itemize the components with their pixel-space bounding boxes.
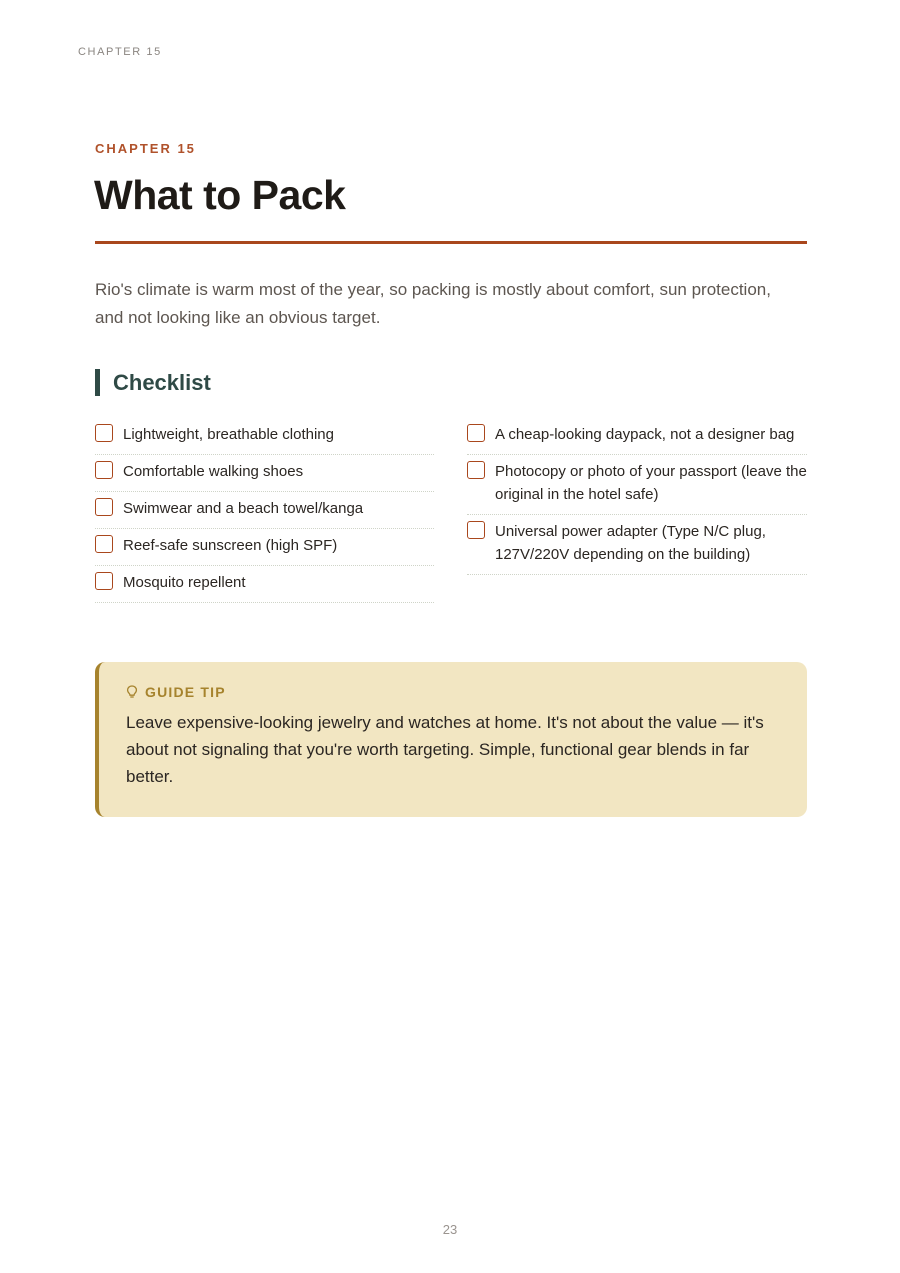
lightbulb-icon: [126, 685, 138, 699]
guide-tip-label: GUIDE TIP: [145, 684, 226, 700]
checklist-item-label: Universal power adapter (Type N/C plug, 127V/220V depending on the building): [495, 523, 766, 563]
checklist-item-label: Mosquito repellent: [123, 574, 246, 591]
checklist-item[interactable]: [95, 492, 434, 529]
page-title: What to Pack: [94, 172, 346, 218]
checklist-item[interactable]: [95, 566, 434, 603]
checklist-item-label: Reef-safe sunscreen (high SPF): [123, 537, 338, 554]
checklist-item[interactable]: [95, 418, 434, 455]
checklist-right-column: [467, 418, 807, 603]
intro-paragraph: Rio's climate is warm most of the year, so packing is mostly about comfort, sun protection, and not looking like an obvious target.: [95, 280, 771, 327]
checkbox[interactable]: [95, 461, 113, 479]
checkbox[interactable]: [95, 424, 113, 442]
checkbox[interactable]: [467, 424, 485, 442]
checkbox[interactable]: [95, 572, 113, 590]
guide-tip-text: Leave expensive-looking jewelry and watches at home. It's not about the value — it's about not signaling that you're worth targeting. Simple, functional gear blends in far better.: [126, 713, 764, 786]
checklist-item[interactable]: [95, 529, 434, 566]
checklist: [95, 418, 807, 603]
checklist-item-label: A cheap-looking daypack, not a designer bag: [495, 426, 795, 443]
checklist-item[interactable]: [95, 455, 434, 492]
guide-tip-callout: [95, 662, 807, 817]
checkbox[interactable]: [467, 521, 485, 539]
checklist-item[interactable]: [467, 515, 807, 575]
checklist-item[interactable]: [467, 455, 807, 515]
running-head: CHAPTER 15: [78, 46, 162, 58]
checkbox[interactable]: [467, 461, 485, 479]
checkbox[interactable]: [95, 535, 113, 553]
checklist-heading: Checklist: [95, 369, 211, 396]
checklist-item-label: Swimwear and a beach towel/kanga: [123, 500, 364, 517]
checklist-item-label: Lightweight, breathable clothing: [123, 426, 334, 443]
guide-tip-header: [126, 684, 781, 700]
page-number: 23: [442, 1222, 458, 1237]
checklist-item[interactable]: [467, 418, 807, 455]
checklist-item-label: Comfortable walking shoes: [123, 463, 304, 480]
checklist-left-column: [95, 418, 434, 603]
checkbox[interactable]: [95, 498, 113, 516]
checklist-item-label: Photocopy or photo of your passport (leave the original in the hotel safe): [495, 463, 807, 503]
title-divider: [95, 241, 807, 244]
chapter-label: CHAPTER 15: [95, 141, 196, 156]
